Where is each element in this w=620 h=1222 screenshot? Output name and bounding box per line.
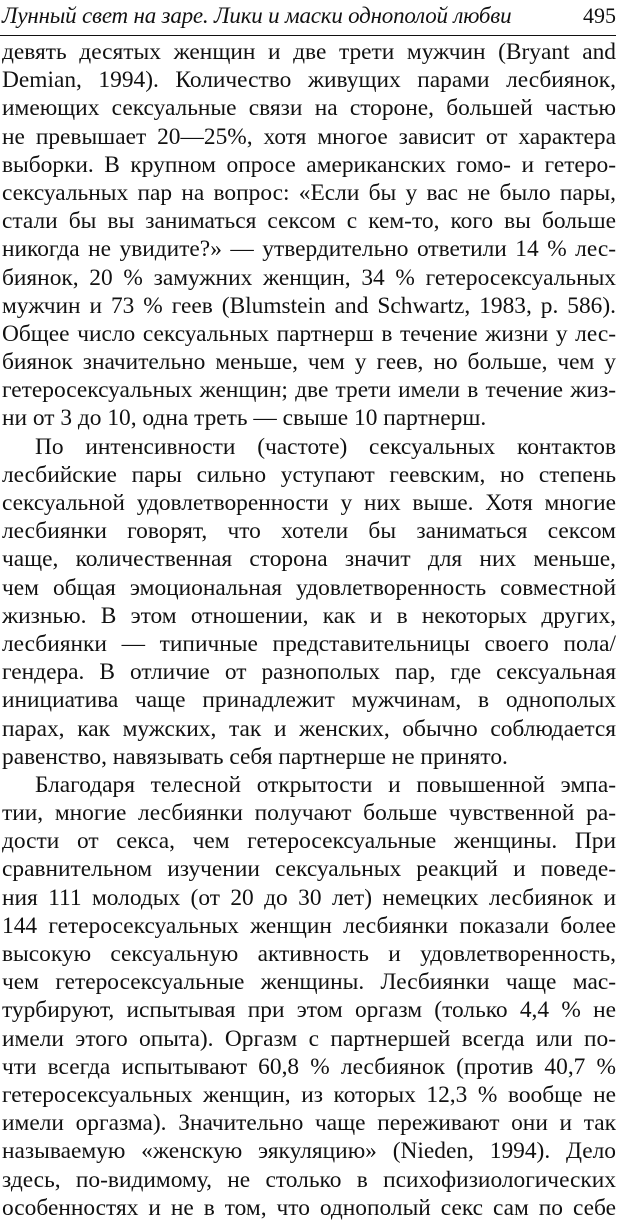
text-line: стали бы вы заниматься сексом с кем-то, кого вы больше <box>2 208 616 235</box>
text-line: дости от секса, чем гетеросексуальные женщины. При <box>2 828 616 855</box>
page-number: 495 <box>583 3 616 28</box>
header-rule <box>0 35 616 36</box>
text-line: биянок значительно меньше, чем у геев, но больше, чем у <box>2 349 616 376</box>
text-line: ни от 3 до 10, одна треть — свыше 10 партнерш. <box>2 405 487 432</box>
text-line: гендера. В отличие от разнополых пар, где сексуальная <box>2 659 616 686</box>
body-text <box>2 38 616 1222</box>
text-line: высокую сексуальную активность и удовлетворенность, <box>2 941 616 967</box>
text-line: биянок, 20 % замужних женщин, 34 % гетеросексуальных <box>2 264 616 291</box>
text-line: гетеросексуальных женщин, из которых 12,3 % вообще не <box>2 1081 616 1108</box>
text-line: мужчин и 73 % геев (Blumstein and Schwartz, 1983, p. 586). <box>2 292 616 319</box>
text-line: турбируют, испытывая при этом оргазм (только 4,4 % не <box>2 997 616 1024</box>
text-line: чем гетеросексуальные женщины. Лесбиянки чаще мас- <box>2 969 616 996</box>
running-title: Лунный свет на заре. Лики и маски однополой любви <box>2 3 512 28</box>
text-line: Благодаря телесной открытости и повышенной эмпа- <box>35 771 616 798</box>
text-line: сексуальной удовлетворенности у них выше. Хотя многие <box>2 490 616 516</box>
text-line: По интенсивности (частоте) сексуальных контактов <box>35 433 616 460</box>
text-line: имеющих сексуальные связи на стороне, большей частью <box>2 95 616 122</box>
text-line: тии, многие лесбиянки получают больше чувственной ра- <box>2 800 616 827</box>
text-line: лесбиянки — типичные представительницы своего пола/ <box>2 630 616 657</box>
text-line: жизнью. В этом отношении, как и в некоторых других, <box>2 602 616 629</box>
text-line: здесь, по-видимому, не столько в психофизиологических <box>2 1166 616 1193</box>
text-line: сексуальных пар на вопрос: «Если бы у вас не было пары, <box>2 179 616 206</box>
text-line: девять десятых женщин и две трети мужчин (Bryant and <box>2 39 616 65</box>
text-line: чти всегда испытывают 60,8 % лесбиянок (против 40,7 % <box>2 1053 616 1080</box>
text-line: равенство, навязывать себя партнерше не принято. <box>2 743 508 770</box>
text-line: не превышает 20—25%, хотя многое зависит от характера <box>2 123 616 150</box>
text-line: Общее число сексуальных партнерш в течение жизни у лес- <box>2 320 616 347</box>
text-line: чем общая эмоциональная удовлетворенность совместной <box>2 574 616 601</box>
text-line: лесбиянки говорят, что хотели бы заниматься сексом <box>2 518 616 545</box>
text-line: инициатива чаще принадлежит мужчинам, в однополых <box>2 687 616 714</box>
text-line: Demian, 1994). Количество живущих парами лесбиянок, <box>2 67 616 94</box>
text-line: ния 111 молодых (от 20 до 30 лет) немецких лесбиянок и <box>2 884 616 911</box>
text-line: имели этого опыта). Оргазм с партнершей всегда или по- <box>2 1025 616 1052</box>
text-line: 144 гетеросексуальных женщин лесбиянки показали более <box>2 912 616 939</box>
text-line: лесбийские пары сильно уступают геевским, но степень <box>2 461 616 488</box>
text-line: имели оргазма). Значительно чаще переживают они и так <box>2 1110 616 1137</box>
text-line: чаще, количественная сторона значит для них меньше, <box>2 546 616 573</box>
text-line: никогда не увидите?» — утвердительно ответили 14 % лес- <box>2 236 616 263</box>
text-line: называемую «женскую эякуляцию» (Nieden, 1994). Дело <box>2 1138 616 1165</box>
running-head <box>2 2 616 32</box>
text-line: выборки. В крупном опросе американских гомо- и гетеро- <box>2 151 616 178</box>
text-line: особенностях и не в том, что однополый секс сам по себе <box>2 1194 616 1221</box>
text-line: гетеросексуальных женщин; две трети имели в течение жиз- <box>2 377 616 404</box>
text-line: парах, как мужских, так и женских, обычно соблюдается <box>2 715 616 742</box>
text-line: сравнительном изучении сексуальных реакций и поведе- <box>2 856 616 883</box>
